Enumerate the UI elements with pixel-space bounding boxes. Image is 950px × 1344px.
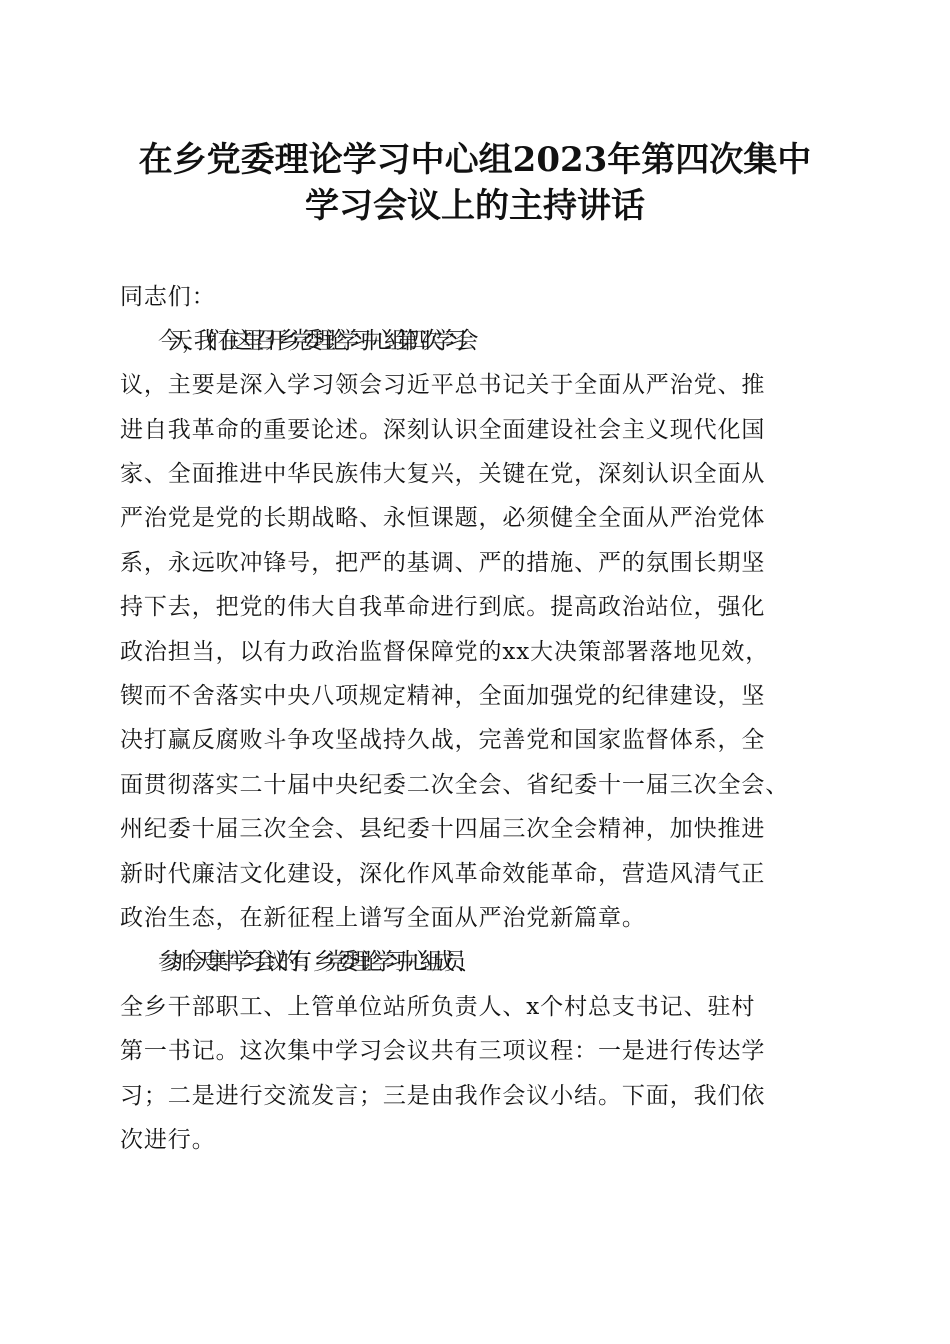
paragraph-line: 政治担当，以有力政治监督保障党的xx大决策部署落地见效，	[120, 639, 770, 665]
paragraph-line: 系，永远吹冲锋号，把严的基调、严的措施、严的氛围长期坚	[120, 550, 766, 576]
salutation: 同志们：	[120, 284, 216, 310]
paragraph-line: 州纪委十届三次全会、县纪委十四届三次全会精神，加快推进	[120, 816, 766, 842]
paragraph-line: 进自我革命的重要论述。深刻认识全面建设社会主义现代化国	[120, 417, 766, 443]
paragraph-line: 政治生态，在新征程上谱写全面从严治党新篇章。	[120, 905, 646, 931]
paragraph-line: 次进行。	[120, 1127, 216, 1153]
paragraph-line: 今天，我们在这里召开乡党委理论学习中心组第四次学习会	[158, 328, 468, 354]
paragraph-line: 全乡干部职工、上管单位站所负责人、x个村总支书记、驻村	[120, 994, 756, 1020]
paragraph-line: 持下去，把党的伟大自我革命进行到底。提高政治站位，强化	[120, 594, 766, 620]
paragraph-line: 面贯彻落实二十届中央纪委二次全会、省纪委十一届三次全会、	[120, 772, 790, 798]
paragraph-line: 锲而不舍落实中央八项规定精神，全面加强党的纪律建设，坚	[120, 683, 766, 709]
paragraph-line: 家、全面推进中华民族伟大复兴，关键在党，深刻认识全面从	[120, 461, 766, 487]
paragraph-line: 严治党是党的长期战略、永恒课题，必须健全全面从严治党体	[120, 505, 766, 531]
paragraph-line: 第一书记。这次集中学习会议共有三项议程：一是进行传达学	[120, 1038, 766, 1064]
paragraph-line: 决打赢反腐败斗争攻坚战持久战，完善党和国家监督体系，全	[120, 727, 766, 753]
paragraph-line: 议，主要是深入学习领会习近平总书记关于全面从严治党、推	[120, 372, 766, 398]
paragraph-line: 参加今天集中学习会议的有：乡党委理论学习中心组成员、	[158, 949, 468, 975]
document-title-line-2: 学习会议上的主持讲话	[305, 186, 645, 226]
paragraph-line: 习；二是进行交流发言；三是由我作会议小结。下面，我们依	[120, 1083, 766, 1109]
paragraph-line: 新时代廉洁文化建设，深化作风革命效能革命，营造风清气正	[120, 861, 766, 887]
document-title-line-1: 在乡党委理论学习中心组2023年第四次集中	[138, 140, 812, 180]
